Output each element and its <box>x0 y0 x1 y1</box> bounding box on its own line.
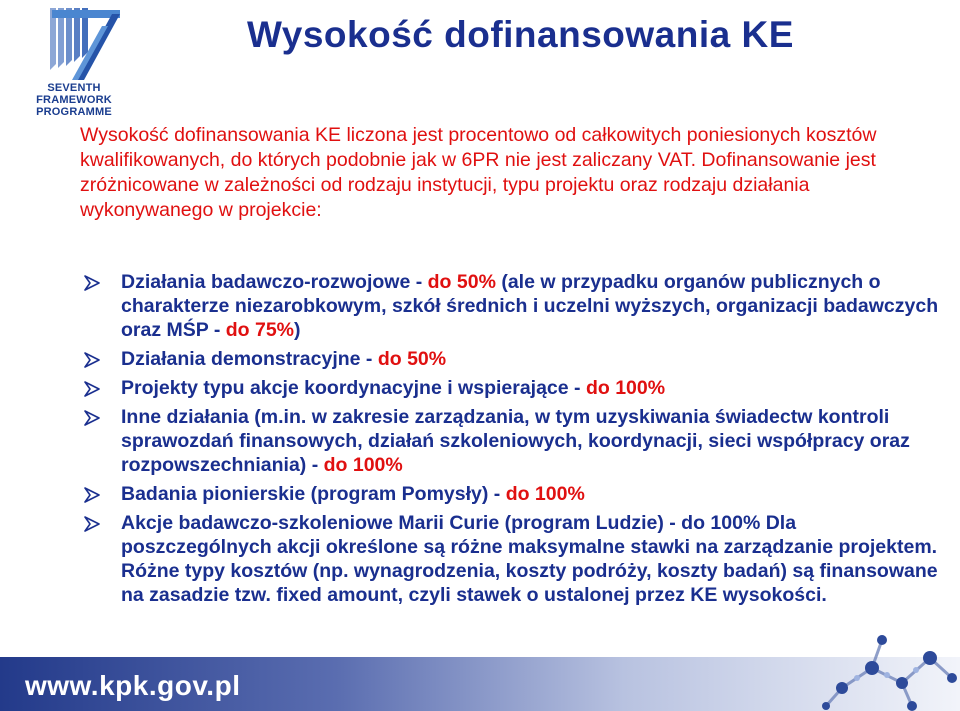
fp7-logo-text <box>14 82 134 118</box>
list-item <box>84 270 944 342</box>
arrow-bullet-icon <box>84 275 100 291</box>
list-item <box>84 405 944 477</box>
rate-label: do 75% <box>225 319 295 341</box>
list-item <box>84 347 944 371</box>
arrow-bullet-icon <box>84 381 100 397</box>
item-text: ) <box>294 319 301 341</box>
arrow-bullet-icon <box>84 516 100 532</box>
fp7-logo <box>12 4 132 118</box>
rate-label: do 50% <box>377 348 447 370</box>
fp7-seven-icon <box>12 4 132 84</box>
list-item <box>84 376 944 400</box>
item-text: Działania badawczo-rozwojowe - <box>121 271 428 293</box>
item-text: Akcje badawczo-szkoleniowe Marii Curie (program Ludzie) - do 100% Dla poszczególnych akcji określone są różne maksymalne stawki na zarządzanie projektem. Różne typy kosztów (np. wynagrodzenia, koszty podróży, koszty badań) są finansowane na zasadzie tzw. fixed amount, czyli stawek o ustalonej przez KE wysokości. <box>121 512 938 606</box>
item-text: Działania demonstracyjne - <box>121 348 378 370</box>
rate-label: do 100% <box>505 483 585 505</box>
rate-label: do 100% <box>585 377 666 399</box>
page-title: Wysokość dofinansowania KE <box>247 14 794 55</box>
logo-line-1: SEVENTH FRAMEWORK <box>36 82 112 106</box>
item-text: Inne działania (m.in. w zakresie zarządzania, w tym uzyskiwania świadectw kontroli sprawozdań finansowych, działań szkoleniowych, koordynacji, sieci współpracy oraz rozpowszechniania) - <box>121 406 910 476</box>
logo-line-2: PROGRAMME <box>36 106 112 118</box>
item-text: (ale w przypadku organów publicznych o charakterze niezarobkowym, szkół średnich i uczelni wyższych, organizacji badawczych oraz MŚP - <box>121 271 939 341</box>
footer-url: www.kpk.gov.pl <box>25 670 241 701</box>
list-item <box>84 511 944 607</box>
funding-list <box>84 270 944 612</box>
arrow-bullet-icon <box>84 487 100 503</box>
rate-label: do 100% <box>323 454 403 476</box>
arrow-bullet-icon <box>84 410 100 426</box>
rate-label: do 50% <box>427 271 496 293</box>
item-text: Projekty typu akcje koordynacyjne i wspierające - <box>121 377 586 399</box>
list-item <box>84 482 944 506</box>
molecule-graphic-icon <box>812 628 960 711</box>
item-text: Badania pionierskie (program Pomysły) - <box>121 483 506 505</box>
intro-paragraph: Wysokość dofinansowania KE liczona jest procentowo od całkowitych poniesionych kosztów kwalifikowanych, do których podobnie jak w 6PR nie jest zaliczany VAT. Dofinansowanie jest zróżnicowane w zależności od rodzaju instytucji, typu projektu oraz rodzaju działania wykonywanego w projekcie: <box>80 124 877 221</box>
arrow-bullet-icon <box>84 352 100 368</box>
